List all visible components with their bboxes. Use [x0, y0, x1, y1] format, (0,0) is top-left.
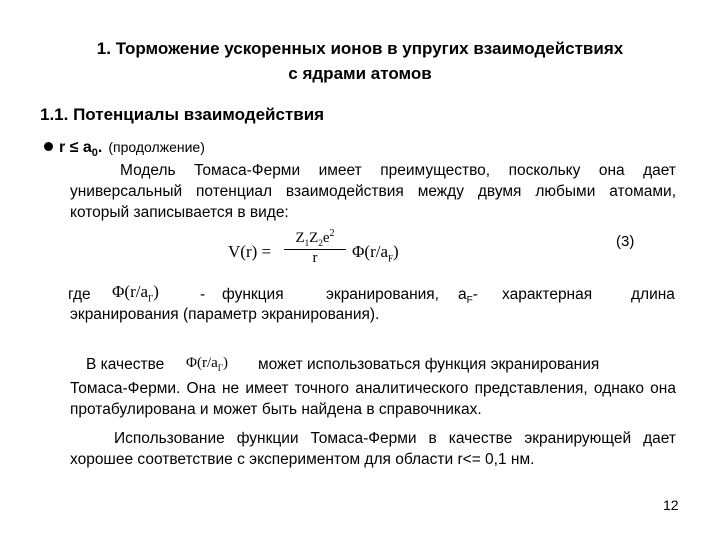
- formula-lhs: V(r) =: [228, 242, 272, 261]
- aF-term: $a_F-$: [458, 286, 478, 307]
- formula-rhs: $\Phi(r/a_F)$: [352, 242, 399, 264]
- page-number: 12: [663, 497, 679, 513]
- title-line-2: с ядрами атомов: [288, 64, 432, 83]
- phi-expression-2: $\Phi(r/a_Г)$: [186, 355, 228, 373]
- where-word: где: [68, 286, 91, 303]
- paragraph-intro: Модель Томаса-Ферми имеет преимущество, поскольку она дает универсальный потенциал взаимодействия между двумя любыми атомами, который записывается в виде:: [70, 162, 676, 221]
- where-w4: длина: [631, 286, 675, 303]
- formula-numerator: $Z_1Z_2e^2$: [284, 228, 346, 250]
- choice-lead: В качестве: [86, 356, 165, 373]
- title-line-1: 1. Торможение ускоренных ионов в упругих взаимодействиях: [96, 39, 624, 58]
- where-w2: экранирования,: [326, 286, 439, 303]
- equation-number: (3): [616, 233, 635, 250]
- choice-tail: может использоваться функция экранирования: [258, 356, 600, 373]
- dash: -: [200, 286, 206, 303]
- where-w1: функция: [222, 286, 284, 303]
- paragraph-choice-rest: Томаса-Ферми. Она не имеет точного аналитического представления, однако она протабулирована и может быть найдена в справочниках.: [70, 380, 676, 418]
- section-heading: 1.1. Потенциалы взаимодействия: [40, 105, 325, 124]
- formula-denominator: r: [312, 250, 318, 266]
- phi-expression: $\Phi(r/a_Г)$: [112, 282, 159, 304]
- bullet-condition: [44, 138, 205, 162]
- bullet-dot-icon: [44, 142, 53, 151]
- continuation-note: (продолжение): [108, 139, 205, 155]
- slide-title: [40, 36, 680, 86]
- formula-fraction: [284, 228, 346, 267]
- where-continuation: экранирования (параметр экранирования).: [70, 306, 380, 323]
- condition-text: $r \le a_0$.: [59, 139, 103, 160]
- where-w3: характерная: [502, 286, 593, 303]
- paragraph-usage: Использование функции Томаса-Ферми в качестве экранирующей дает хорошее соответствие с экспериментом для области r<= 0,1 нм.: [70, 430, 676, 468]
